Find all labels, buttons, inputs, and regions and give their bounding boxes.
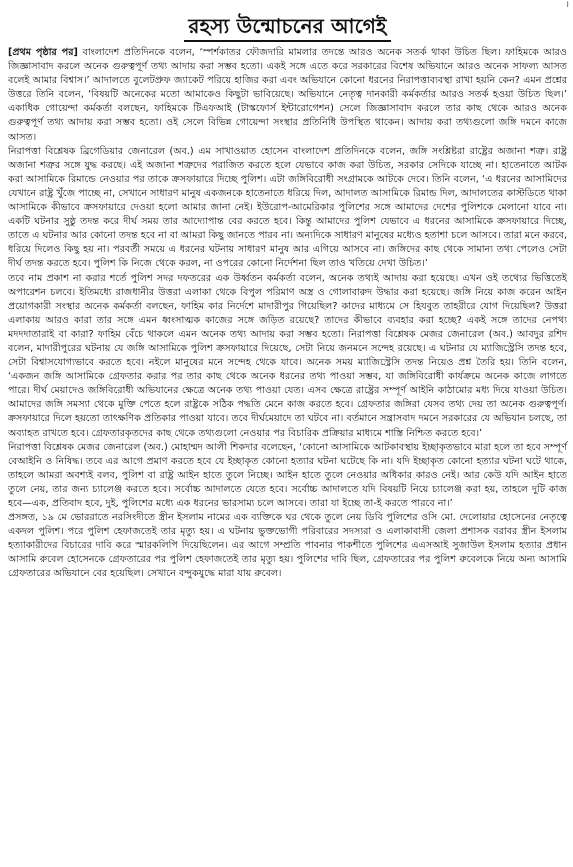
page-corner-mark: । xyxy=(565,0,569,10)
article-paragraph-4: নিরাপত্তা বিশ্লেষক মেজর জেনারেল (অব.) মোহাম্মদ আলী শিকদার বলেছেন, ‘কোনো আসামিকে আটকাবস্থায় ইচ্ছাকৃতভাবে মারা হলে তা হবে সম্পূর্ণ বেআইনি ও নিষিদ্ধ। তবে এর আগে প্রমাণ করতে হবে যে ইচ্ছাকৃত কোনো হত্যার ঘটনা ঘটেছে কি না। যদি ইচ্ছাকৃত কোনো হত্যার ঘটনা ঘটে থাকে, তাহলে আমরা অবশ্যই বলব, পুলিশ বা রাষ্ট্র আইন হাতে তুলে নিচ্ছে। আইন হাতে তুলে নেওয়ার অধিকার কারও নেই। আর কেউ যদি আইন হাতে তুলে নেয়, তার জন্য চ্যালেঞ্জ করতে হবে। সর্বোচ্চ আদালতে যেতে হবে। সর্বোচ্চ আদালতে যদি বিষয়টি নিয়ে চ্যালেঞ্জ করা হয়, তাহলে দুটি কাজ হবে—এক, প্রতিবাদ হবে, দুই, পুলিশের মধ্যে এক ধরনের ভারসাম্য চলে আসবে। তারা যা ইচ্ছে তা-ই করতে পারবে না।’ xyxy=(8,441,567,509)
paragraph-text: বাংলাদেশ প্রতিদিনকে বলেন, ‘স্পর্শকাতর ফৌজদারি মামলার তদন্তে আরও অনেক সতর্ক থাকা উচিত ছিল। ফাহিমকে আরও জিজ্ঞাসাবাদ করলে অনেক গুরুত্বপূর্ণ তথ্য আদায় করা সম্ভব হতো। একই সঙ্গে এতে করে সরকারের বিশেষ অভিযানে আরও অনেক সাফল্য আসত বলেই আমার বিশ্বাস।’ আদালতে বুলেটপ্রুফ জ্যাকেট পরিয়ে হাজির করা এবং অভিযানে কোনো ধরনের নিরাপত্তাব্যবস্থা রাখা হয়নি কেন? এমন প্রশ্নের উত্তরে তিনি বলেন, ‘বিষয়টি অনেকের মতো আমাকেও কিছুটা ভাবিয়েছে। অভিযানে নেতৃত্ব দানকারী কর্মকর্তার আরও সতর্ক হওয়া উচিত ছিল।’ একাধিক গোয়েন্দা কর্মকর্তা বলছেন, ফাহিমকে টিএফআই (টাস্কফোর্স ইন্টারোগেশন) সেলে জিজ্ঞাসাবাদ করলে তার কাছ থেকে আরও অনেক গুরুত্বপূর্ণ তথ্য আদায় করা সম্ভব হতো। ওই সেলে বিভিন্ন গোয়েন্দা সংস্থার প্রতিনিধি উপস্থিত থাকেন। আদায় করা তথ্যগুলো জঙ্গি দমনে কাজে আসত। xyxy=(8,47,567,143)
article-paragraph-1 xyxy=(8,46,567,145)
article-body xyxy=(8,46,567,582)
article-paragraph-3: তবে নাম প্রকাশ না করার শর্তে পুলিশ সদর দফতরের এক উর্ধ্বতন কর্মকর্তা বলেন, অনেক তথ্যই আদায় করা হয়েছে। এখন ওই তথ্যের ভিত্তিতেই অপারেশন চলবে। ইতিমধ্যে রাজধানীর উত্তরা এলাকা থেকে বিপুল পরিমাণ অস্ত্র ও গোলাবারুদ উদ্ধার করা হয়েছে। জঙ্গি নিয়ে কাজ করেন আইন প্রয়োগকারী সংস্থার অনেক কর্মকর্তা বলছেন, ফাহিম কার নির্দেশে মাদারীপুর গিয়েছিল? কাদের মাধ্যমে সে হিযবুত তাহরীরে যোগ দিয়েছিল? উত্তরা এলাকায় আরও কারা তার সঙ্গে এমন ধ্বংসাত্মক কাজের সঙ্গে জড়িত রয়েছে? তাদের কীভাবে ব্যবহার করা হচ্ছে? একই সঙ্গে তাদের নেপথ্য মদদদাতারাই বা কারা? ফাহিম বেঁচে থাকলে এমন অনেক তথ্য আদায় করা সম্ভব হতো। নিরাপত্তা বিশ্লেষক মেজর জেনারেল (অব.) আবদুর রশিদ বলেন, মাদারীপুরের ঘটনায় যে জঙ্গি আসামিকে পুলিশ ক্রসফায়ারে দিয়েছে, সেটা নিয়ে জনমনে সন্দেহ রয়েছে। এ ঘটনার যে ম্যাজিস্ট্রেসি তদন্ত হবে, সেটা বিশ্বাসযোগ্যভাবে করতে হবে। নইলে মানুষের মনে সন্দেহ থেকে যাবে। অনেক সময় ম্যাজিস্ট্রেসি তদন্ত নিয়েও প্রশ্ন তৈরি হয়। তিনি বলেন, ‘একজন জঙ্গি আসামিকে গ্রেফতার করার পর তার কাছ থেকে অনেক ধরনের তথ্য পাওয়া সম্ভব, যা জঙ্গিবিরোধী কার্যক্রমে অনেক কাজে লাগতে পারে। দীর্ঘ মেয়াদেও জঙ্গিবিরোধী অভিযানের ক্ষেত্রে অনেক তথ্য পাওয়া যেত। এসব ক্ষেত্রে রাষ্ট্রের সম্পূর্ণ আইনি কাঠামোর মধ্য দিয়ে যাওয়া উচিত। আমাদের জঙ্গি সমস্যা থেকে মুক্তি পেতে হলে রাষ্ট্রকে সঠিক পদ্ধতি মেনে কাজ করতে হবে। গ্রেফতার জঙ্গিরা যেসব তথ্য দেয় তা অনেক গুরুত্বপূর্ণ। ক্রসফায়ারে দিলে হয়তো তাৎক্ষণিক প্রতিকার পাওয়া যাবে। তবে দীর্ঘমেয়াদে তা ঘটবে না। বর্তমানে সন্ত্রাসবাদ দমনে সরকারের যে অভিযান চলছে, তা অব্যাহত রাখতে হবে। গ্রেফতারকৃতদের কাছ থেকে তথ্যগুলো নেওয়ার পর বিচারিক প্রক্রিয়ার মাধ্যমে শাস্তি নিশ্চিত করতে হবে।’ xyxy=(8,272,567,439)
headline-container xyxy=(8,0,567,46)
article-paragraph-2: নিরাপত্তা বিশ্লেষক ব্রিগেডিয়ার জেনারেল (অব.) এম সাখাওয়াত হোসেন বাংলাদেশ প্রতিদিনকে বলেন, জঙ্গি সংশ্লিষ্টরা রাষ্ট্রের অজানা শত্রু। রাষ্ট্র অজানা শত্রুর সঙ্গে যুদ্ধ করছে। এই অজানা শত্রুদের পরাজিত করতে হলে যেভাবে কাজ করা উচিত, সরকার সেদিকে যাচ্ছে না। হাতেনাতে আটক করা আসামিকে রিমান্ডে নেওয়ার পর তাকে ক্রসফায়ারে দিচ্ছে পুলিশ। এটা জঙ্গিবিরোধী সংগ্রামকে আটকে দেবে। তিনি বলেন, ‘এ ধরনের আসামিদের যেখানে রাষ্ট্র খুঁজে পাচ্ছে না, সেখানে সাধারণ মানুষ একজনকে হাতেনাতে ধরিয়ে দিল, আদালত আসামিকে রিমান্ড দিল, আদালতের কাস্টডিতে থাকা আসামিকে কীভাবে ক্রসফায়ারে দেওয়া হলো আমার জানা নেই। ইউরোপ-আমেরিকার পুলিশের সঙ্গে আমাদের দেশের পুলিশকে মেলানো যাবে না। একটি ঘটনার সুষ্ঠু তদন্ত করে দীর্ঘ সময় তার আদ্যোপান্ত বের করতে হবে। কিন্তু আমাদের পুলিশ যেভাবে এ ধরনের আসামিকে ক্রসফায়ারে দিচ্ছে, তাতে এ ঘটনার আর কোনো তদন্ত হবে না বা আমরা কিছু জানতে পারব না। অন্যদিকে সাধারণ মানুষের মধ্যেও হতাশা চলে আসবে। তারা মনে করবে, ধরিয়ে দিলেও কিছু হয় না। পরবর্তী সময়ে এ ধরনের ঘটনায় সাধারণ মানুষ আর এগিয়ে আসবে না। জঙ্গিদের কাছ থেকে সামান্য তথ্য পেলেও সেটা দীর্ঘ তদন্ত করতে হবে। পুলিশ কি নিজে থেকে করল, না ওপরের কোনো নির্দেশনা ছিল তাও খতিয়ে দেখা উচিত।’ xyxy=(8,145,567,270)
continued-from-front-page-tag: [প্রথম পৃষ্ঠার পর] xyxy=(8,47,78,58)
article-paragraph-5: প্রসঙ্গত, ১৯ মে ভোররাতে নরসিংদীতে স্ত্রীন ইসলাম নামের এক ব্যক্তিকে ঘর থেকে তুলে নেয় ডিবি পুলিশের ওসি মো. দেলোয়ার হোসেনের নেতৃত্বে একদল পুলিশ। পরে পুলিশ হেফাজতেই তার মৃত্যু হয়। এ ঘটনায় ভুক্তভোগী পরিবারের সদস্যরা ও এলাকাবাসী জেলা প্রশাসক বরাবর স্ত্রীন ইসলাম হত্যাকারীদের বিচারের দাবি করে স্মারকলিপি দিয়েছিলেন। এর আগে সম্প্রতি পাবনার পাকশীতে পুলিশের এএসআই সুজাউল ইসলাম হত্যার প্রধান আসামি রুবেল হোসেনকে গ্রেফতারের পর পুলিশ হেফাজতেই তার মৃত্যু হয়। পুলিশের দাবি ছিল, গ্রেফতারের পর পুলিশ রুবেলকে নিয়ে অন্য আসামি গ্রেফতারের অভিযানে বের হয়েছিল। সেখানে বন্দুকযুদ্ধে মারা যায় রুবেল। xyxy=(8,512,567,580)
headline: রহস্য উন্মোচনের আগেই xyxy=(184,14,390,42)
